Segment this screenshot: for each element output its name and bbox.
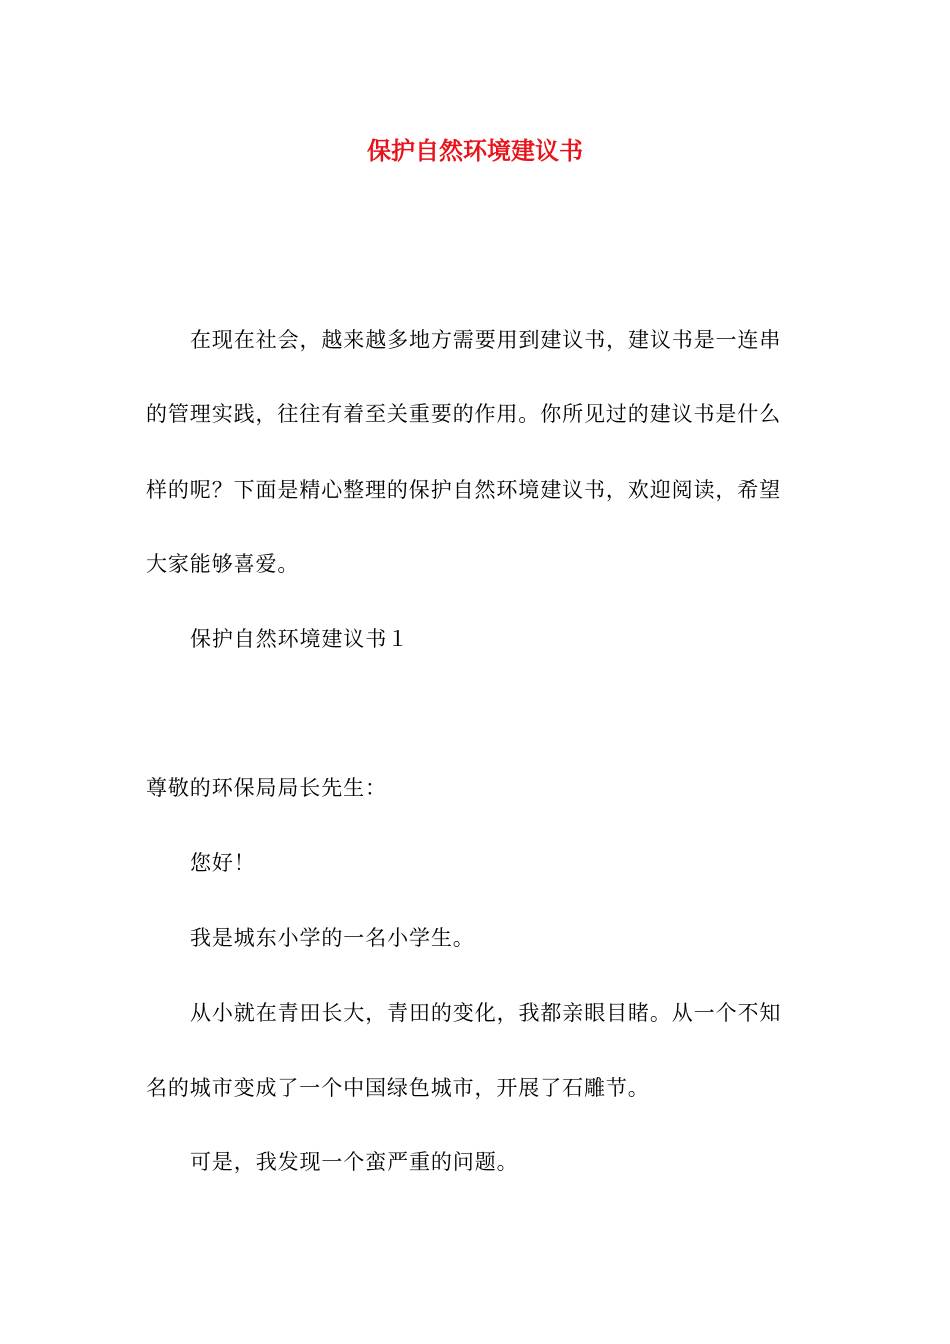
paragraph-2-line-2: 名的城市变成了一个中国绿色城市，开展了石雕节。	[146, 1076, 650, 1100]
paragraph-1: 我是城东小学的一名小学生。	[190, 926, 475, 950]
intro-line-2: 的管理实践，往往有着至关重要的作用。你所见过的建议书是什么	[146, 402, 782, 426]
salutation: 尊敬的环保局局长先生：	[146, 776, 387, 800]
intro-line-3: 样的呢？下面是精心整理的保护自然环境建议书，欢迎阅读，希望	[146, 478, 782, 502]
greeting: 您好！	[190, 851, 256, 875]
paragraph-3: 可是，我发现一个蛮严重的问题。	[190, 1150, 519, 1174]
section-heading: 保护自然环境建议书１	[190, 627, 409, 651]
intro-line-4: 大家能够喜爱。	[146, 552, 300, 576]
paragraph-2-line-1: 从小就在青田长大，青田的变化，我都亲眼目睹。从一个不知	[190, 1001, 782, 1025]
intro-line-1: 在现在社会，越来越多地方需要用到建议书，建议书是一连串	[190, 328, 782, 352]
document-title: 保护自然环境建议书	[367, 136, 583, 165]
